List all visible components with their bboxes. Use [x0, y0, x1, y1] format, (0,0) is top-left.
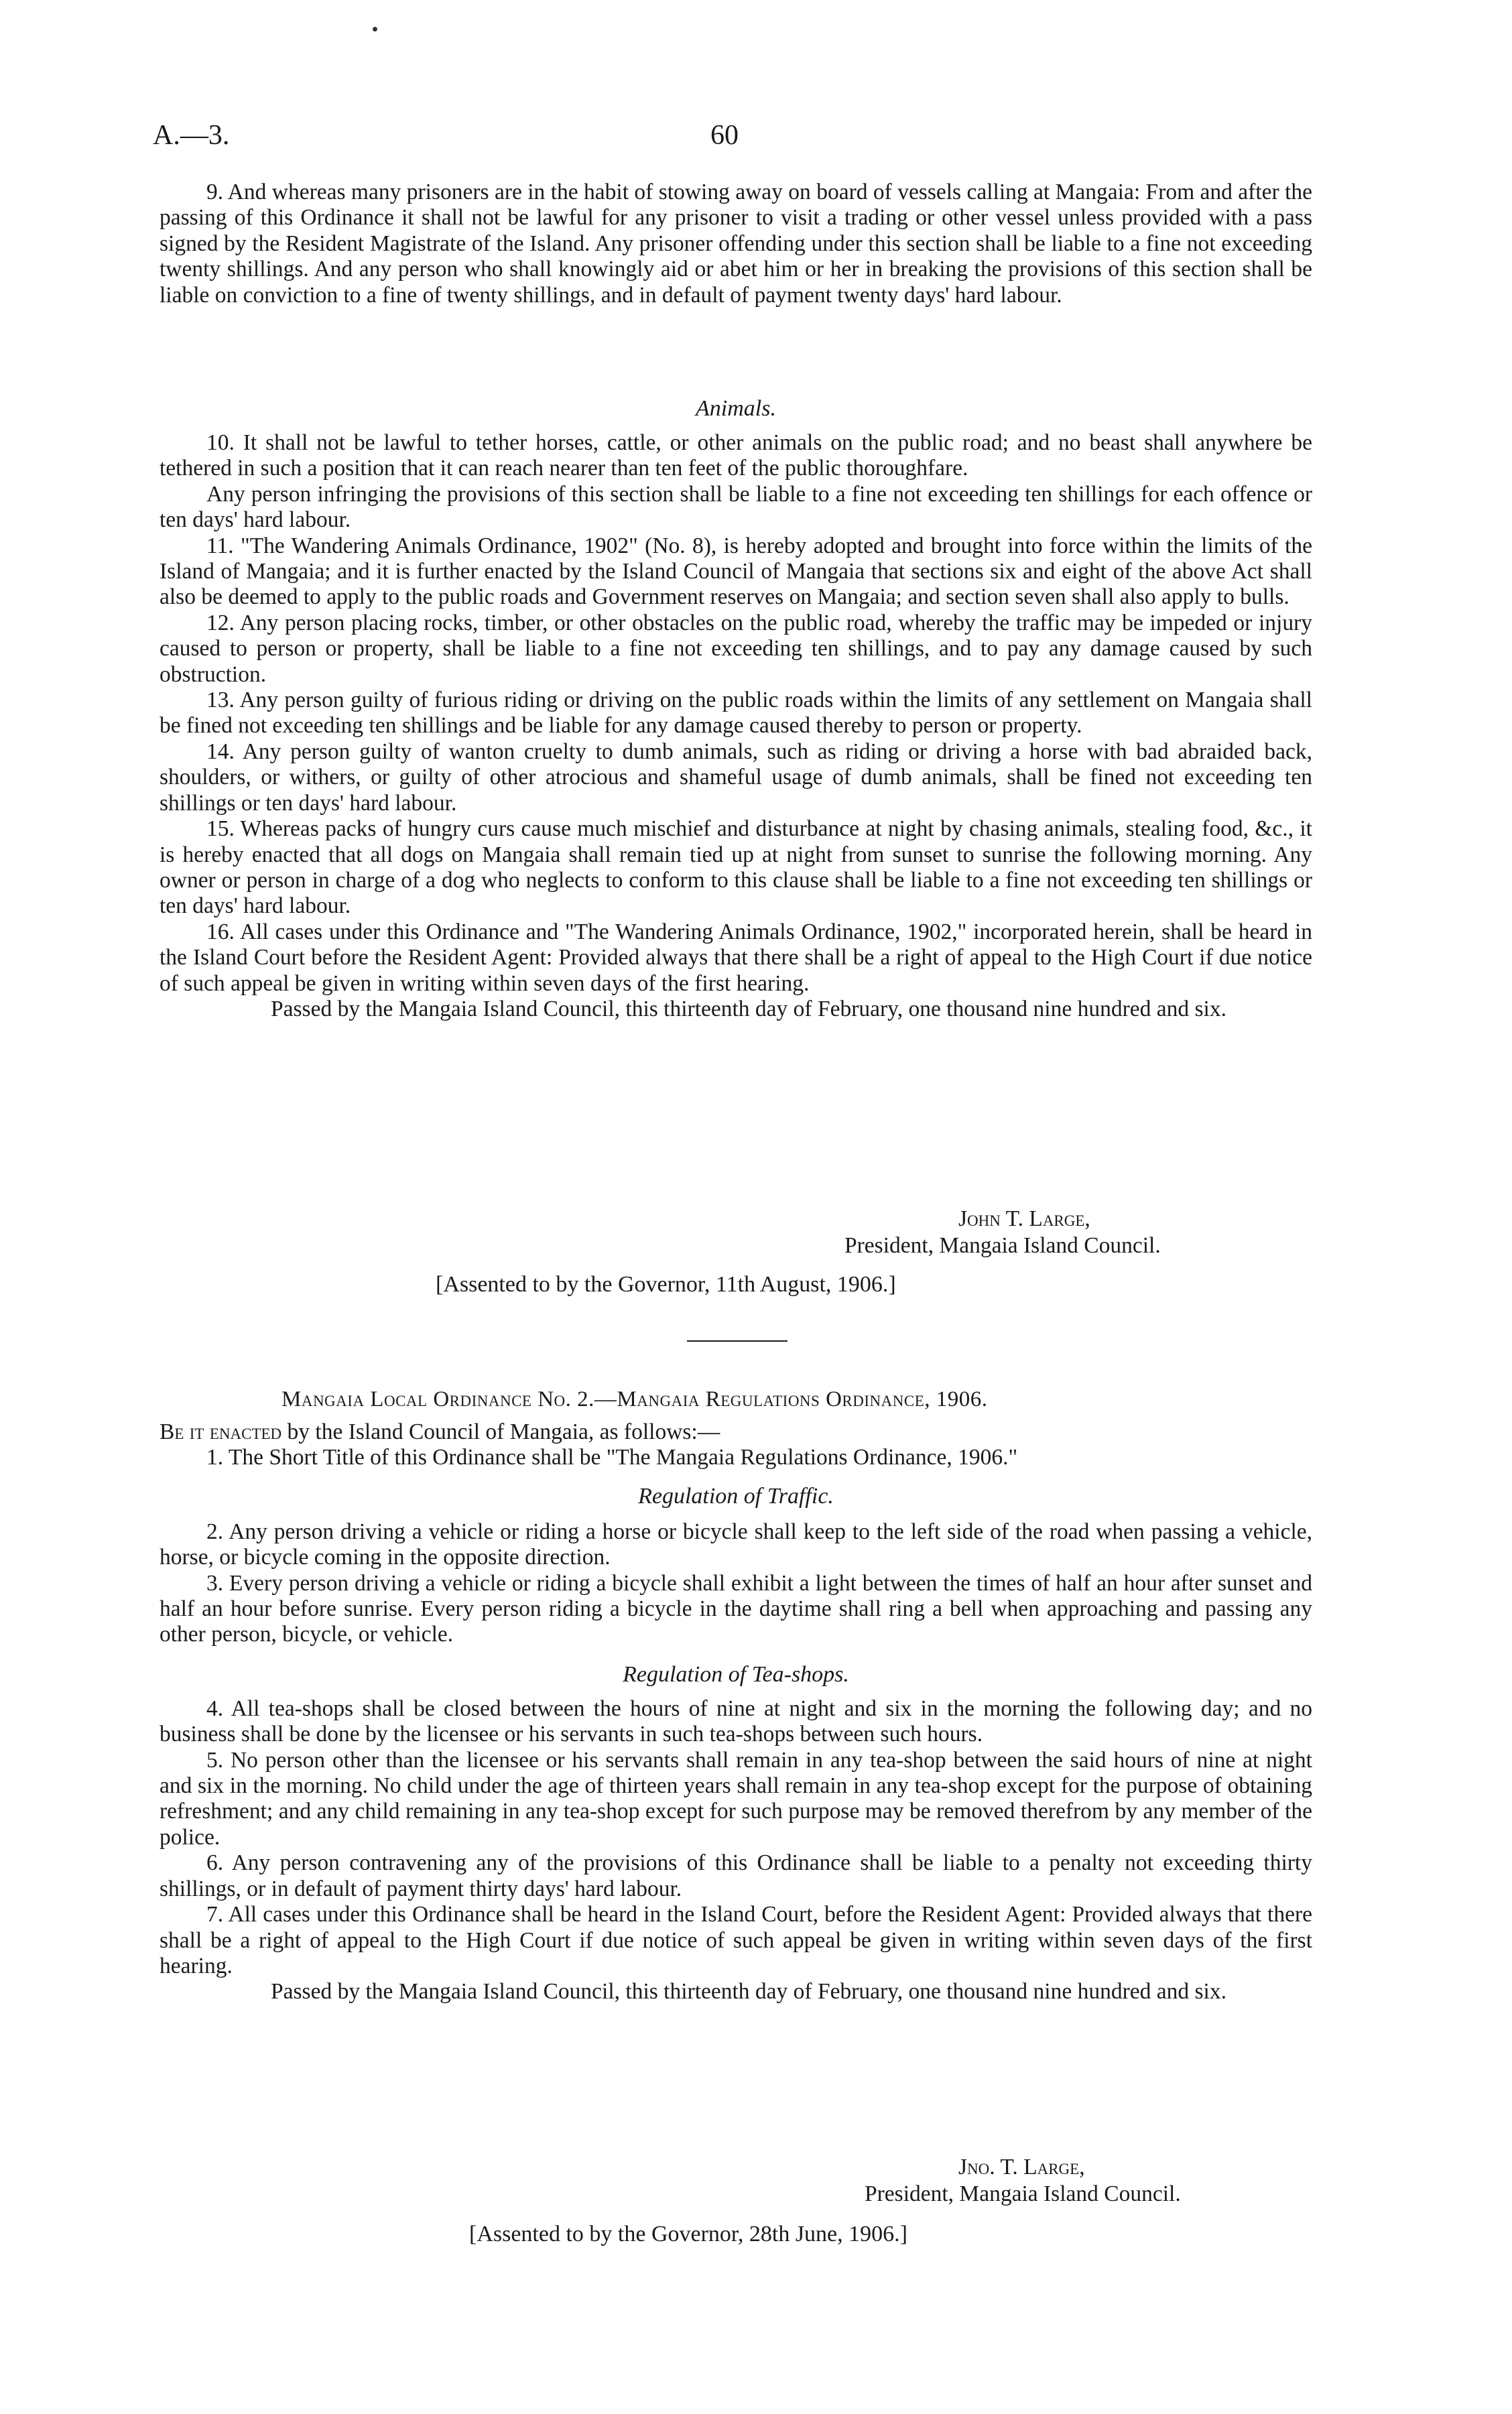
- enacting-rest: by the Island Council of Mangaia, as follows:—: [281, 1419, 720, 1444]
- paragraph-o2-2: 2. Any person driving a vehicle or riding a horse or bicycle shall keep to the left side of the road when passing a vehicle, horse, or bicycle coming in the opposite direction.: [160, 1519, 1312, 1570]
- signature-title-2: President, Mangaia Island Council.: [865, 2181, 1181, 2206]
- paragraph-9: 9. And whereas many prisoners are in the habit of stowing away on board of vessels calling at Mangaia: From and after the passing of this Ordinance it shall not be lawful for any prisoner to visit a trading or other vessel unless provided with a pass signed by the Resident Magistrate of the Island. Any prisoner offending under this section shall be liable to a fine not exceeding twenty shillings. And any person who shall knowingly aid or abet him or her in breaking the provisions of this section shall be liable on conviction to a fine of twenty shillings, and in default of payment twenty days' hard labour.: [160, 180, 1312, 308]
- assent-note-2: [Assented to by the Governor, 28th June, 1906.]: [469, 2222, 907, 2246]
- teashop-heading: Regulation of Tea-shops.: [623, 1661, 849, 1687]
- paragraph-o2-4: 4. All tea-shops shall be closed between the hours of nine at night and six in the morning the following day; and no business shall be done by the licensee or his servants in such tea-shops between such hours.: [160, 1696, 1312, 1747]
- paragraph-o2-5: 5. No person other than the licensee or his servants shall remain in any tea-shop between the said hours of nine at night and six in the morning. No child under the age of thirteen years shall remain in any tea-shop except for the purpose of obtaining refreshment; and any child remaining in any tea-shop except for such purpose may be removed therefrom by any member of the police.: [160, 1747, 1312, 1850]
- passed-statement: Passed by the Mangaia Island Council, this thirteenth day of February, one thousand nine hundred and six.: [271, 996, 1226, 1021]
- passed-statement-2: Passed by the Mangaia Island Council, this thirteenth day of February, one thousand nine hundred and six.: [271, 1979, 1226, 2005]
- section-top: [160, 180, 1312, 308]
- enacting-prefix: Be it enacted: [160, 1419, 282, 1444]
- paragraph-11: 11. "The Wandering Animals Ordinance, 1902" (No. 8), is hereby adopted and brought into force within the limits of the Island of Mangaia; and it is further enacted by the Island Council of Mangaia that sections six and eight of the above Act shall also be deemed to apply to the public roads and Government reserves on Mangaia; and section seven shall also apply to bulls.: [160, 533, 1312, 610]
- paragraph-15: 15. Whereas packs of hungry curs cause much mischief and disturbance at night by chasing animals, stealing food, &c., it is hereby enacted that all dogs on Mangaia shall remain tied up at night from sunset to sunrise the following morning. Any owner or person in charge of a dog who neglects to conform to this clause shall be liable to a fine not exceeding ten shillings or ten days' hard labour.: [160, 816, 1312, 919]
- paragraph-10-penalty: Any person infringing the provisions of this section shall be liable to a fine not exceeding ten shillings for each offence or ten days' hard labour.: [160, 481, 1312, 533]
- signature-title: President, Mangaia Island Council.: [844, 1233, 1161, 1258]
- traffic-heading: Regulation of Traffic.: [638, 1483, 834, 1509]
- page-reference: A.—3.: [153, 120, 230, 151]
- paragraph-o2-7: 7. All cases under this Ordinance shall be heard in the Island Court, before the Resident Agent: Provided always that there shall be a right of appeal to the High Court if due notice of such appeal be given in writing within seven days of the first hearing.: [160, 1902, 1312, 1978]
- paragraph-13: 13. Any person guilty of furious riding or driving on the public roads within the limits of any settlement on Mangaia shall be fined not exceeding ten shillings and be liable for any damage caused thereby to person or property.: [160, 688, 1312, 739]
- paragraph-10: 10. It shall not be lawful to tether horses, cattle, or other animals on the public road; and no beast shall anywhere be tethered in such a position that it can reach nearer than ten feet of the public thoroughfare.: [160, 430, 1312, 481]
- enacting-clause: [160, 1419, 1312, 1445]
- ordinance-title: Mangaia Local Ordinance No. 2.—Mangaia Regulations Ordinance, 1906.: [281, 1387, 988, 1411]
- paragraph-o2-3: 3. Every person driving a vehicle or riding a bicycle shall exhibit a light between the times of half an hour after sunset and half an hour before sunrise. Every person riding a bicycle in the daytime shall ring a bell when approaching and passing any other person, bicycle, or vehicle.: [160, 1570, 1312, 1647]
- signature-name-2: Jno. T. Large,: [958, 2155, 1085, 2179]
- ordinance-2-body: [160, 1419, 1312, 2005]
- paragraph-14: 14. Any person guilty of wanton cruelty to dumb animals, such as riding or driving a horse with bad abraided back, shoulders, or withers, or guilty of other atrocious and shameful usage of dumb animals, shall be fined not exceeding ten shillings or ten days' hard labour.: [160, 739, 1312, 816]
- paragraph-o2-1: 1. The Short Title of this Ordinance shall be "The Mangaia Regulations Ordinance, 1906.": [206, 1445, 1018, 1470]
- page-number: 60: [710, 120, 739, 151]
- animals-heading: Animals.: [696, 396, 776, 421]
- paragraph-12: 12. Any person placing rocks, timber, or other obstacles on the public road, whereby the traffic may be impeded or injury caused to person or property, shall be liable to a fine not exceeding ten shillings, and to pay any damage caused by such obstruction.: [160, 610, 1312, 687]
- paragraph-16: 16. All cases under this Ordinance and "The Wandering Animals Ordinance, 1902," incorporated herein, shall be heard in the Island Court before the Resident Agent: Provided always that there shall be a right of appeal to the High Court if due notice of such appeal be given in writing within seven days of the first hearing.: [160, 919, 1312, 996]
- signature-name: John T. Large,: [958, 1206, 1090, 1231]
- print-speck: [373, 27, 377, 31]
- paragraph-o2-6: 6. Any person contravening any of the provisions of this Ordinance shall be liable to a penalty not exceeding thirty shillings, or in default of payment thirty days' hard labour.: [160, 1850, 1312, 1901]
- animals-section: [160, 395, 1312, 1022]
- assent-note: [Assented to by the Governor, 11th August, 1906.]: [436, 1272, 896, 1297]
- section-divider: [687, 1340, 788, 1342]
